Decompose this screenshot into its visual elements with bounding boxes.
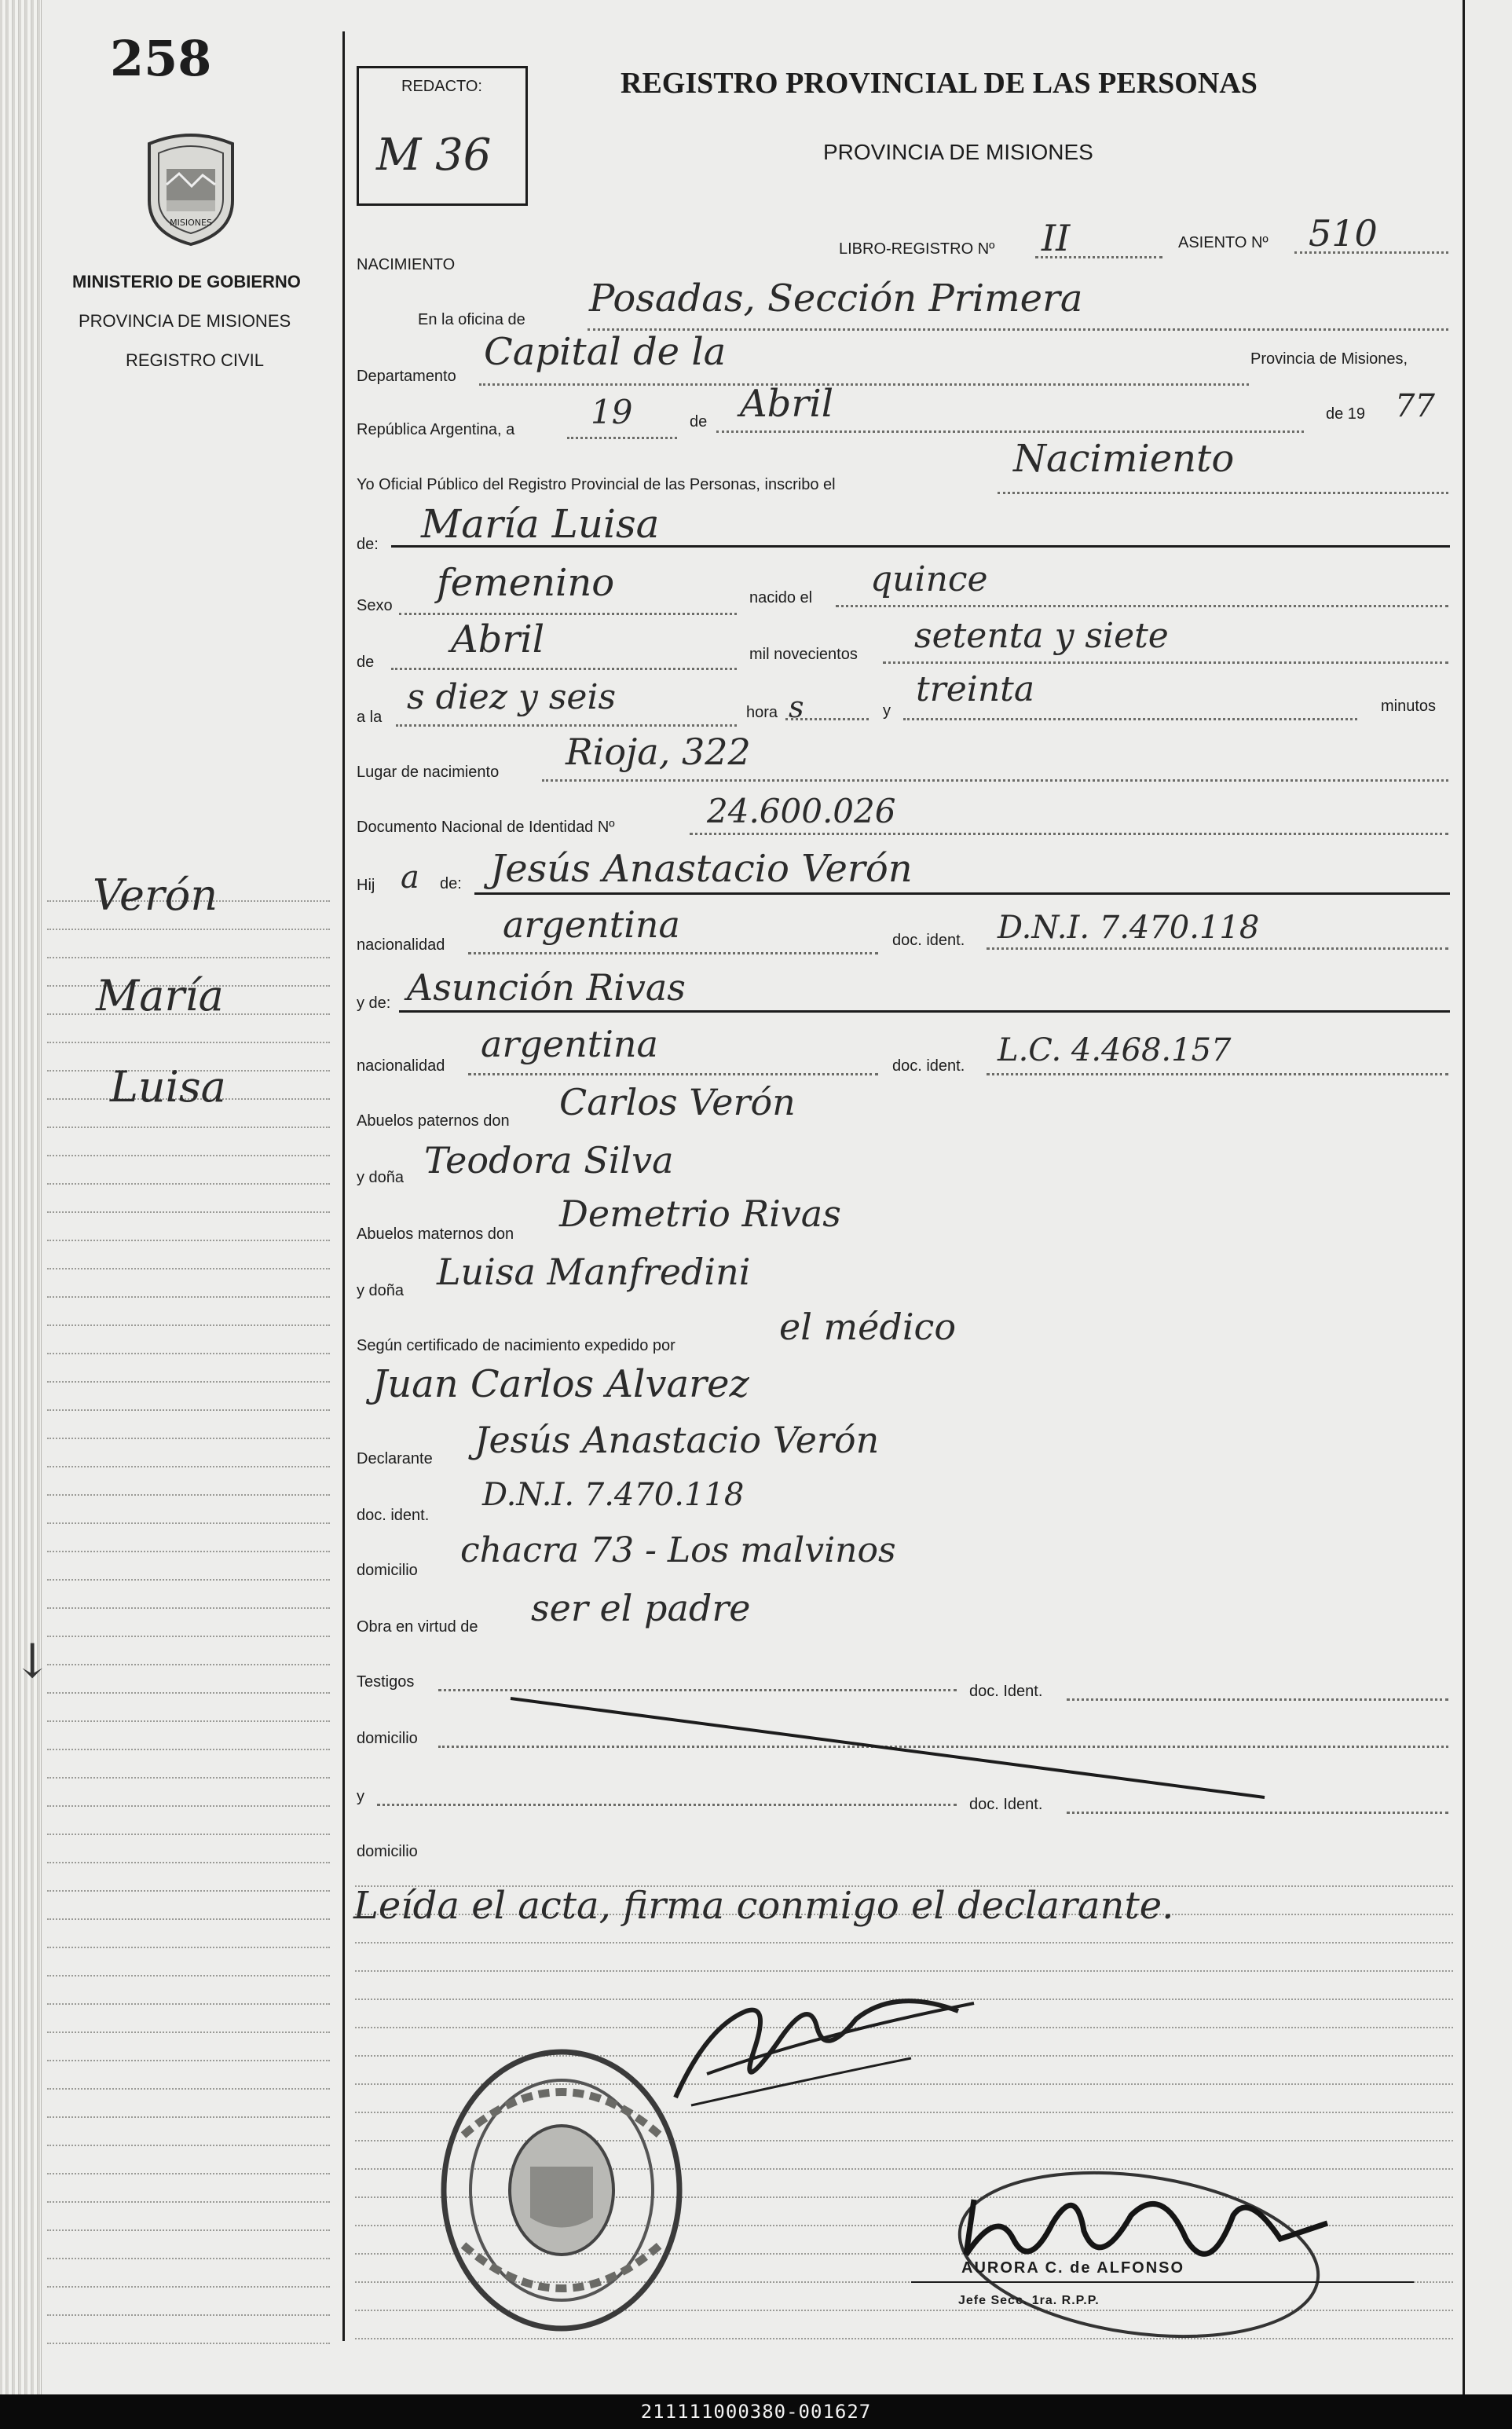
mil-label: mil novecientos <box>749 646 858 663</box>
svg-text:MISIONES: MISIONES <box>170 218 212 228</box>
domicilio3-label: domicilio <box>357 1843 418 1860</box>
page-right-edge <box>1463 0 1512 2394</box>
hora-label: hora <box>746 704 778 721</box>
ala-label: a la <box>357 709 383 726</box>
ruled-line <box>47 1127 330 1128</box>
ruled-line <box>47 1947 330 1948</box>
ruled-line <box>47 1353 330 1354</box>
obra-value: ser el padre <box>531 1587 751 1629</box>
ruled-line <box>355 1970 1453 1972</box>
y2-label: y <box>357 1788 364 1805</box>
ruled-line <box>47 1890 330 1892</box>
ruled-line <box>47 2286 330 2288</box>
redacto-box <box>357 66 528 206</box>
hij-suffix: a <box>401 859 419 896</box>
ydona2-label: y doña <box>357 1282 405 1299</box>
nacimiento-label: NACIMIENTO <box>357 256 456 273</box>
closing-statement: Leída el acta, firma conmigo el declarante. <box>353 1884 1174 1928</box>
ruled-line <box>47 2229 330 2231</box>
margin-surname: Verón <box>93 870 218 920</box>
registry-subtitle: PROVINCIA DE MISIONES <box>823 140 1093 164</box>
republica-label: República Argentina, a <box>357 421 515 438</box>
certificado-value: el médico <box>779 1306 957 1348</box>
footer-code: 211111000380-001627 <box>640 2401 872 2423</box>
birth-year-suffix: 77 <box>1395 388 1435 424</box>
ruled-line <box>47 1438 330 1439</box>
testigos-label: Testigos <box>357 1673 415 1691</box>
y-label: y <box>883 702 891 720</box>
paternal-grandfather: Carlos Verón <box>559 1081 796 1123</box>
margin-first-name: María <box>96 971 224 1020</box>
birth-year-written: setenta y siete <box>914 616 1169 656</box>
ruled-line <box>47 1805 330 1807</box>
ruled-line <box>47 2258 330 2259</box>
abuelos-maternos-label: Abuelos maternos don <box>357 1225 514 1243</box>
birth-month: Abril <box>740 382 834 426</box>
father-name: Jesús Anastacio Verón <box>490 847 913 891</box>
ruled-line <box>47 2060 330 2061</box>
ministry-line1: MINISTERIO DE GOBIERNO <box>72 272 301 291</box>
ruled-line <box>47 1466 330 1467</box>
ruled-line <box>47 1324 330 1326</box>
departamento-value: Capital de la <box>484 330 727 374</box>
y2-doc-label: doc. Ident. <box>969 1796 1043 1813</box>
father-nationality: argentina <box>503 903 680 946</box>
hij-label: Hij <box>357 877 375 894</box>
ruled-line <box>355 1942 1453 1944</box>
margin-middle-name: Luisa <box>110 1062 226 1112</box>
child-name: María Luisa <box>421 501 660 547</box>
ruled-line <box>47 2314 330 2316</box>
libro-value: II <box>1042 217 1071 259</box>
hora-plural: s <box>789 690 804 724</box>
ruled-line <box>47 1183 330 1185</box>
ministry-line3: REGISTRO CIVIL <box>126 350 265 370</box>
hora-value: s diez y seis <box>407 677 617 717</box>
book-binding-edge <box>0 0 42 2394</box>
ruled-line <box>47 1409 330 1411</box>
ruled-line <box>47 1636 330 1637</box>
ruled-line <box>47 1664 330 1665</box>
asiento-value: 510 <box>1309 212 1378 255</box>
page-number: 258 <box>110 30 212 87</box>
mother-doc: L.C. 4.468.157 <box>998 1032 1232 1068</box>
ruled-line <box>47 1296 330 1298</box>
declarante-doc: D.N.I. 7.470.118 <box>482 1477 745 1513</box>
ydona1-label: y doña <box>357 1169 405 1186</box>
domicilio-value: chacra 73 - Los malvinos <box>460 1530 896 1570</box>
margin-mark: ↓ <box>13 1634 53 1689</box>
doc2-label: doc. ident. <box>892 1057 965 1075</box>
ruled-line <box>47 1240 330 1241</box>
nacido-label: nacido el <box>749 589 813 606</box>
acta-type: Nacimiento <box>1013 437 1235 481</box>
image-footer <box>0 2394 1512 2429</box>
father-doc: D.N.I. 7.470.118 <box>998 910 1260 946</box>
asiento-label: ASIENTO Nº <box>1178 234 1269 251</box>
name-de-label: de: <box>357 536 379 553</box>
dni-value: 24.600.026 <box>707 792 896 830</box>
mother-name: Asunción Rivas <box>407 966 686 1009</box>
minutos-label: minutos <box>1381 698 1437 715</box>
de2-label: de <box>357 654 375 671</box>
hij-de-label: de: <box>440 875 462 892</box>
ruled-line <box>47 1607 330 1609</box>
maternal-grandfather: Demetrio Rivas <box>559 1193 841 1235</box>
ruled-line <box>47 1211 330 1213</box>
departamento-label: Departamento <box>357 368 456 385</box>
ruled-line <box>47 1975 330 1977</box>
minutos-value: treinta <box>916 669 1035 709</box>
column-separator <box>342 31 345 2341</box>
declarant-signature <box>660 1980 990 2121</box>
ruled-line <box>47 1381 330 1383</box>
lugar-value: Rioja, 322 <box>566 731 751 773</box>
ruled-line <box>47 1862 330 1863</box>
ruled-line <box>47 1494 330 1496</box>
doc1-label: doc. ident. <box>892 932 965 949</box>
paternal-grandmother: Teodora Silva <box>424 1139 674 1182</box>
birth-day: 19 <box>591 393 633 431</box>
ruled-line <box>47 2088 330 2090</box>
ruled-line <box>47 1834 330 1835</box>
yde-label: y de: <box>357 995 391 1012</box>
abuelos-paternos-label: Abuelos paternos don <box>357 1112 510 1130</box>
ruled-line <box>47 1551 330 1552</box>
ruled-line <box>47 2003 330 2005</box>
mother-nationality: argentina <box>481 1023 658 1065</box>
de-label: de <box>690 413 708 430</box>
ruled-line <box>47 2145 330 2146</box>
registry-title: REGISTRO PROVINCIAL DE LAS PERSONAS <box>621 67 1258 100</box>
certificado-label: Según certificado de nacimiento expedido por <box>357 1337 675 1354</box>
ruled-line <box>47 2173 330 2174</box>
ruled-line <box>47 1042 330 1043</box>
declarante-label: Declarante <box>357 1450 433 1467</box>
lugar-label: Lugar de nacimiento <box>357 764 500 781</box>
official-round-seal <box>432 2041 691 2339</box>
ruled-line <box>47 957 330 958</box>
domicilio-label: domicilio <box>357 1562 418 1579</box>
sexo-value: femenino <box>437 561 615 605</box>
ruled-line <box>47 1155 330 1156</box>
libro-label: LIBRO-REGISTRO Nº <box>839 240 995 258</box>
dni-label: Documento Nacional de Identidad Nº <box>357 819 615 836</box>
certificado-doctor: Juan Carlos Alvarez <box>372 1362 749 1406</box>
redacto-label: REDACTO: <box>401 78 482 95</box>
declarante-value: Jesús Anastacio Verón <box>474 1419 880 1461</box>
docid-label: doc. ident. <box>357 1507 430 1524</box>
ruled-line <box>47 2116 330 2118</box>
coat-of-arms-emblem <box>140 130 242 247</box>
ruled-line <box>47 1720 330 1722</box>
maternal-grandmother: Luisa Manfredini <box>437 1251 751 1293</box>
nacionalidad1-label: nacionalidad <box>357 936 445 954</box>
nacido-value: quince <box>870 559 988 599</box>
stamp-role: Jefe Secc. 1ra. R.P.P. <box>958 2294 1100 2307</box>
redacto-value: M 36 <box>376 130 492 181</box>
ruled-line <box>47 1749 330 1750</box>
ruled-line <box>47 1918 330 1920</box>
stamp-name: AURORA C. de ALFONSO <box>961 2259 1185 2277</box>
ruled-line <box>47 1692 330 1694</box>
ruled-line <box>47 1579 330 1581</box>
ministry-line2: PROVINCIA DE MISIONES <box>79 311 291 331</box>
ruled-line <box>47 2343 330 2344</box>
ruled-line <box>47 1522 330 1524</box>
cancel-strike-line <box>503 1689 1272 1807</box>
sexo-label: Sexo <box>357 597 393 614</box>
de-year-label: de 19 <box>1326 405 1366 423</box>
domicilio2-label: domicilio <box>357 1730 418 1747</box>
oficial-label: Yo Oficial Público del Registro Provincial de las Personas, inscribo el <box>357 476 836 493</box>
testigos-doc-label: doc. Ident. <box>969 1683 1043 1700</box>
ruled-line <box>47 1777 330 1779</box>
ruled-line <box>47 929 330 930</box>
oficina-value: Posadas, Sección Primera <box>589 277 1083 321</box>
obra-label: Obra en virtud de <box>357 1618 478 1636</box>
ruled-line <box>47 2031 330 2033</box>
birth-month-written: Abril <box>451 617 545 661</box>
ruled-line <box>47 2201 330 2203</box>
oficina-label: En la oficina de <box>418 311 525 328</box>
provincia-suffix: Provincia de Misiones, <box>1250 350 1408 368</box>
nacionalidad2-label: nacionalidad <box>357 1057 445 1075</box>
ruled-line <box>47 1268 330 1269</box>
official-signature <box>950 2168 1359 2349</box>
